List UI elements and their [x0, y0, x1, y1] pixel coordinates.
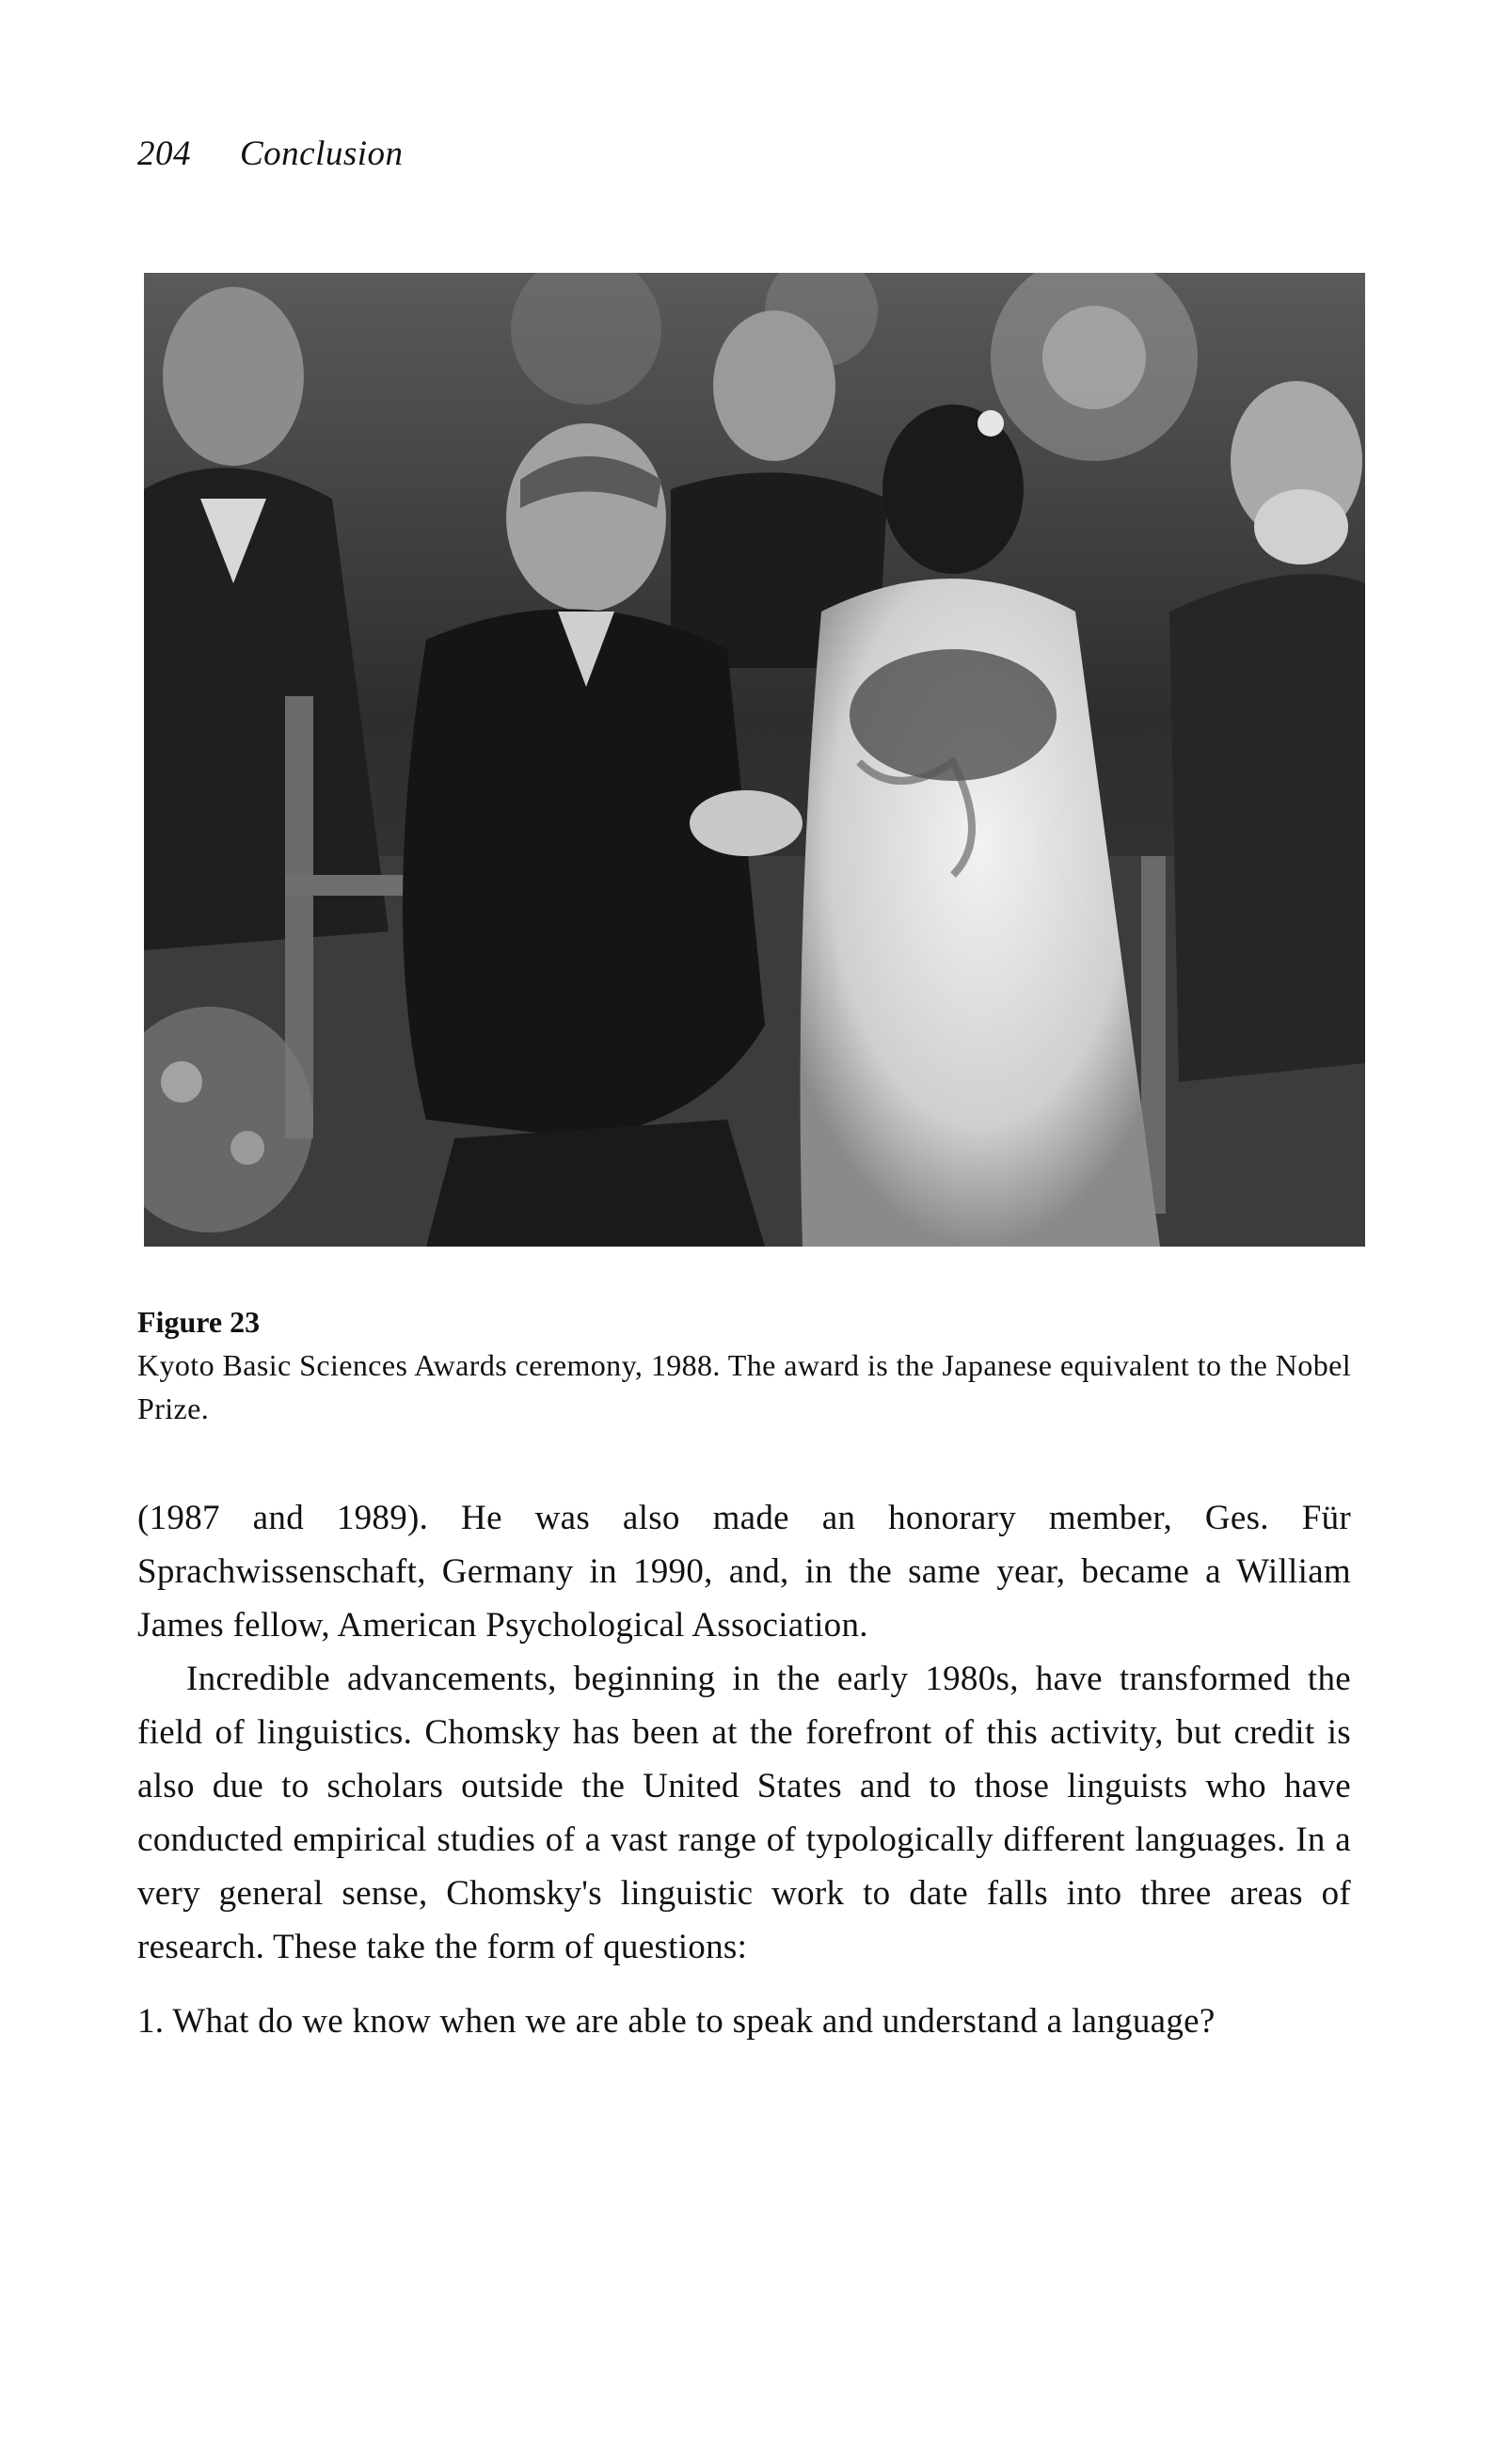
paragraph: Incredible advancements, beginning in the early 1980s, have transformed the field of linguistics. Chomsky has been at the forefront of this activity, but credit is also due to scholars outside the United States and to those linguists who have conducted empirical studies of a vast range of typologically different languages. In a very general sense, Chomsky's linguistic work to date falls into three areas of research. These take the form of questions: [137, 1660, 1351, 1966]
figure-label: Figure 23 [137, 1305, 261, 1339]
ceremony-photo [144, 273, 1365, 1247]
body-text [137, 1491, 1351, 2048]
paragraph-continued: (1987 and 1989). He was also made an honorary member, Ges. Für Sprachwissenschaft, Germany in 1990, and, in the same year, became a William James fellow, American Psychological Association. [137, 1499, 1351, 1645]
chapter-title: Conclusion [240, 135, 404, 173]
running-head [137, 134, 404, 174]
page-number: 204 [137, 135, 191, 173]
figure-caption-text: Kyoto Basic Sciences Awards ceremony, 1988. The award is the Japanese equivalent to the Nobel Prize. [137, 1348, 1351, 1425]
numbered-question: 1. What do we know when we are able to speak and understand a language? [137, 2002, 1216, 2041]
figure-caption [137, 1300, 1351, 1430]
